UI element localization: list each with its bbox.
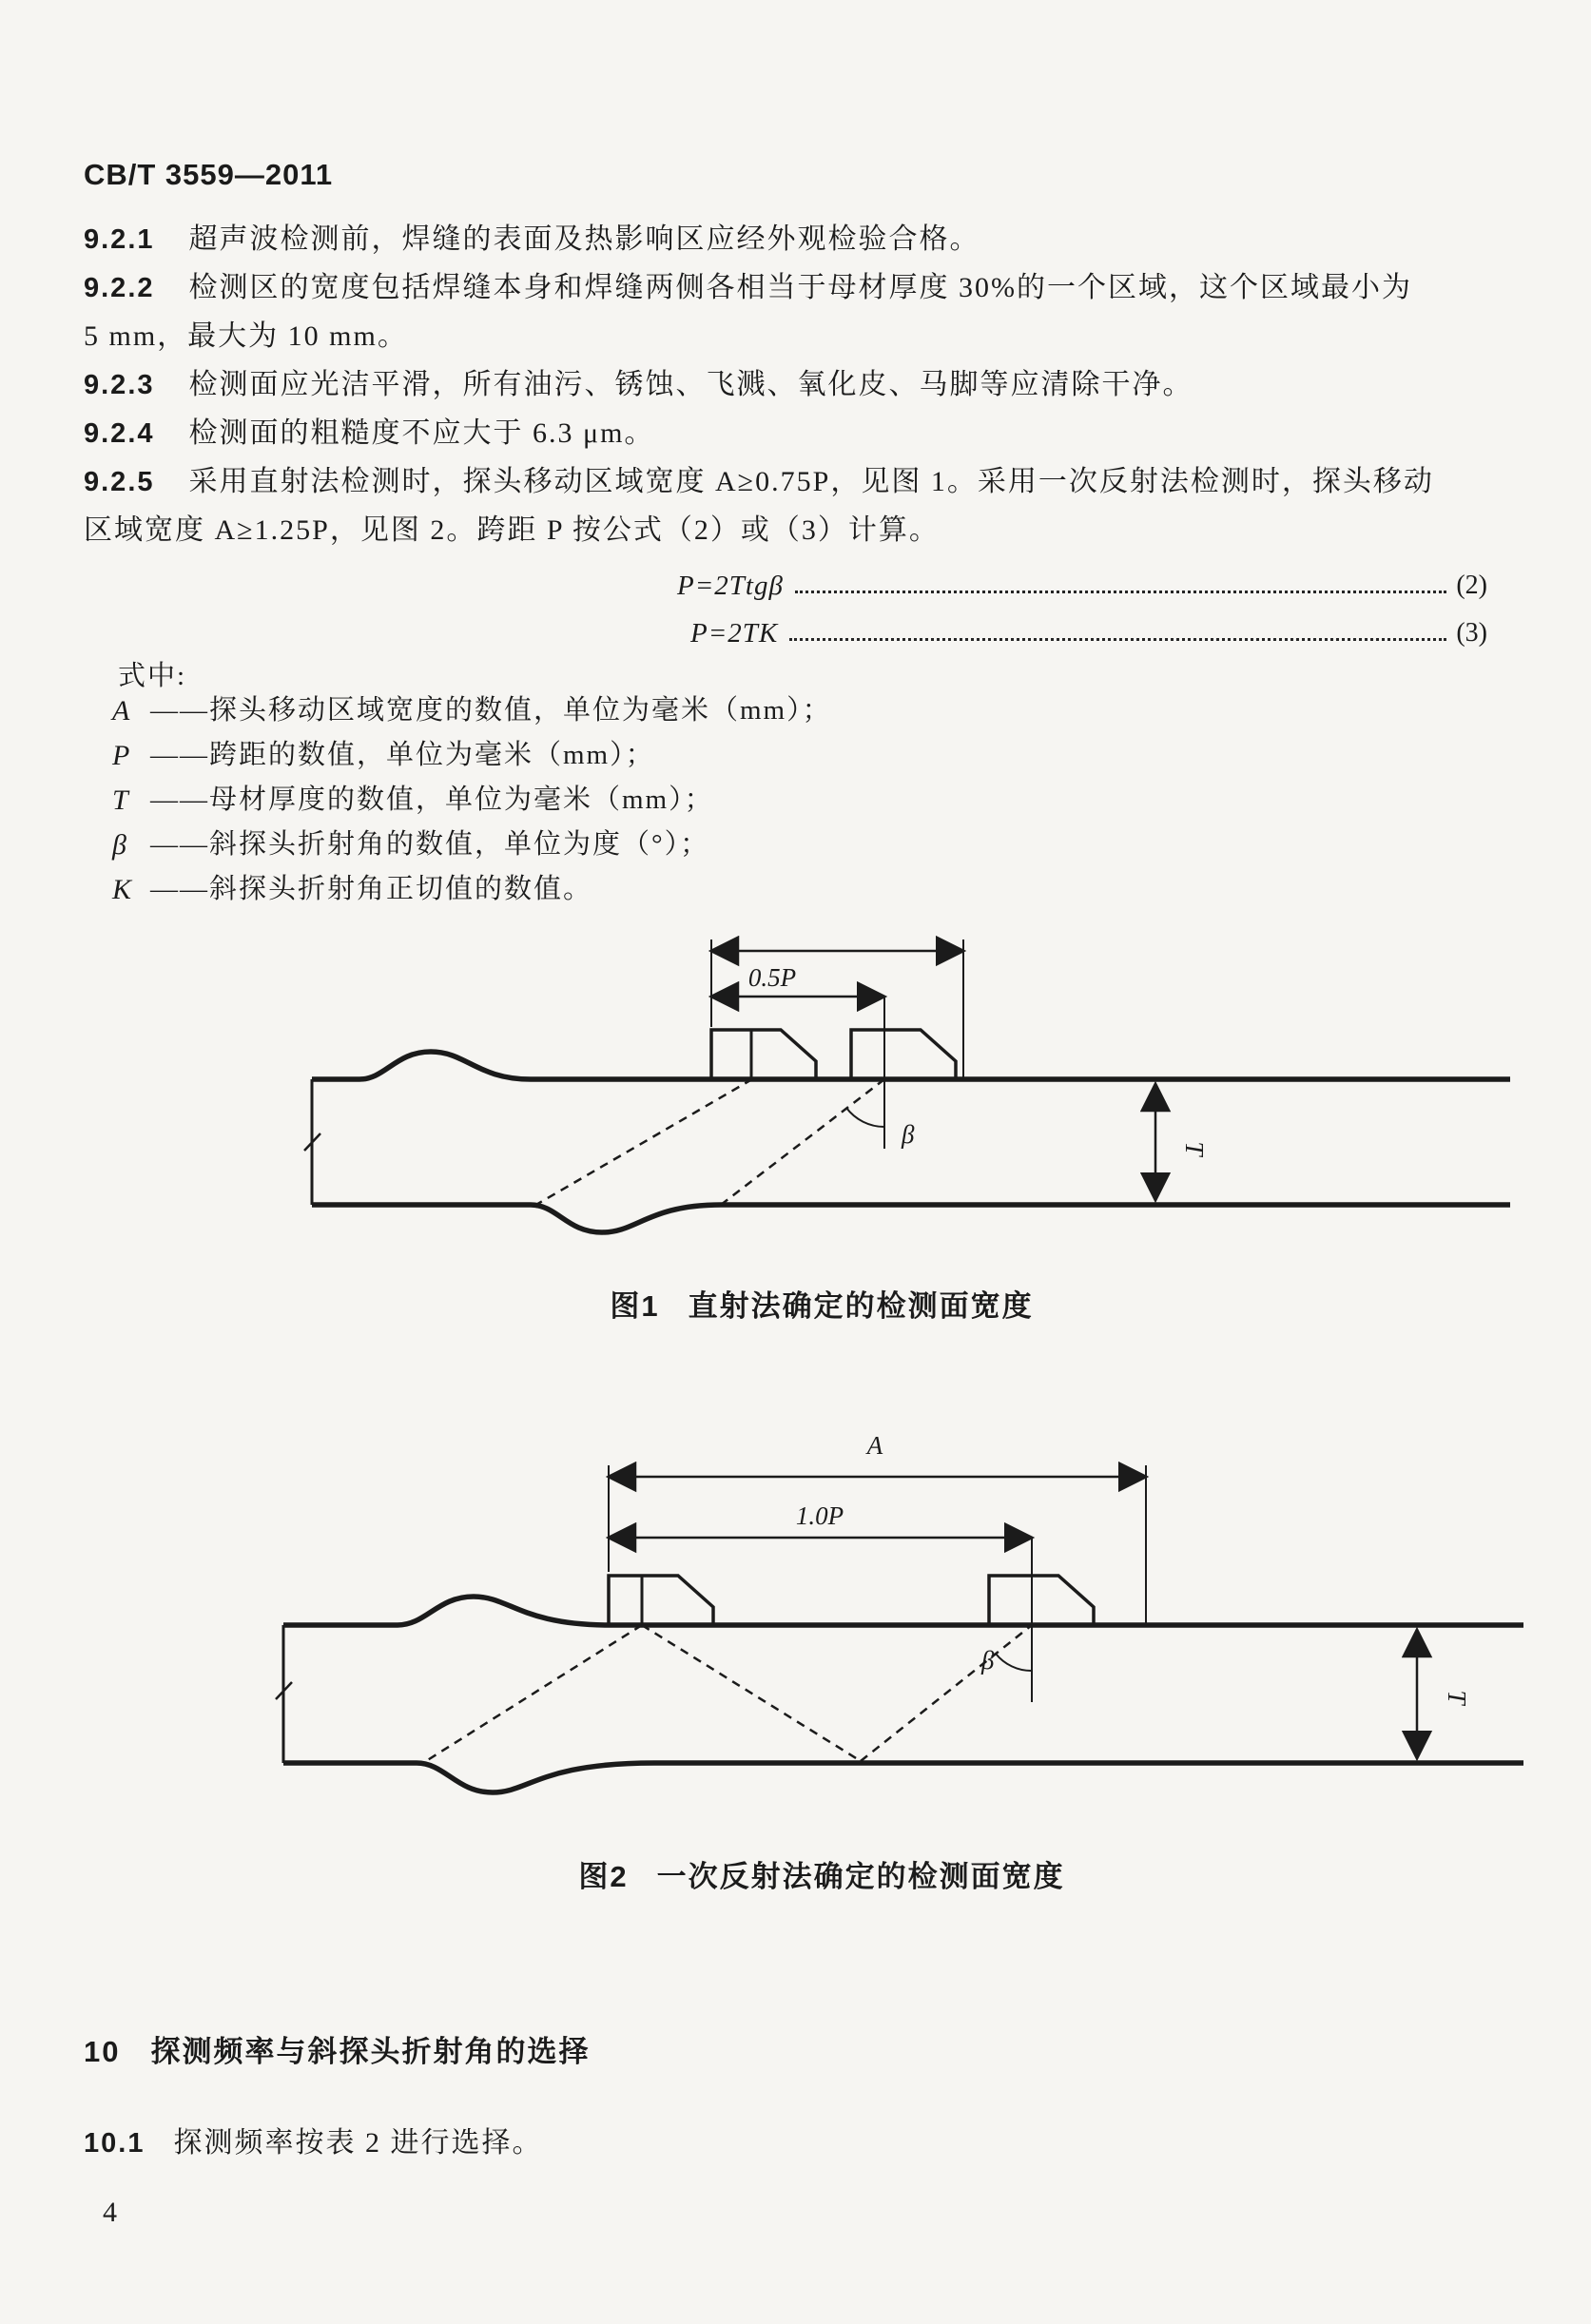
symbol-definition-T bbox=[112, 778, 832, 823]
symbol-definition-text: ——斜探头折射角正切值的数值。 bbox=[150, 874, 593, 904]
symbol-definition-K bbox=[112, 867, 832, 912]
clause-text: 超声波检测前，焊缝的表面及热影响区应经外观检验合格。 bbox=[188, 223, 980, 255]
formulas-block bbox=[677, 559, 1487, 654]
angle-arc bbox=[996, 1654, 1032, 1671]
symbol-definition-A bbox=[112, 688, 832, 733]
clause-10-1 bbox=[84, 2119, 542, 2160]
symbol-list bbox=[112, 688, 832, 912]
figure2-label: 图2 bbox=[578, 1860, 629, 1893]
sound-beam-up-dashed bbox=[861, 1625, 1032, 1761]
probe-right bbox=[989, 1576, 1094, 1625]
clause-number: 9.2.3 bbox=[84, 370, 155, 400]
label-one-p: 1.0P bbox=[795, 1501, 844, 1530]
symbol-definition-text: ——母材厚度的数值，单位为毫米（mm）； bbox=[150, 784, 714, 815]
standard-number: CB/T 3559—2011 bbox=[84, 158, 334, 191]
clause-9-2-5-line1 bbox=[84, 457, 1529, 506]
clause-9-2-5-line2 bbox=[84, 506, 1529, 554]
symbol-definition-P bbox=[112, 733, 832, 778]
sound-beam-down-dashed bbox=[642, 1625, 861, 1761]
label-thickness: T bbox=[1443, 1690, 1471, 1705]
symbol: P bbox=[112, 740, 132, 771]
clause-text: 5 mm，最大为 10 mm。 bbox=[84, 320, 408, 352]
label-beta: β bbox=[981, 1646, 995, 1675]
clause-9-2-3 bbox=[84, 360, 1529, 409]
clause-text: 探测频率按表 2 进行选择。 bbox=[173, 2127, 543, 2159]
clause-number: 9.2.5 bbox=[84, 467, 155, 497]
plate-bottom-surface-with-weld-cap bbox=[312, 1205, 1510, 1232]
formula-expression: P=2Ttgβ bbox=[677, 571, 784, 601]
clause-number: 9.2.1 bbox=[84, 224, 155, 255]
label-a: A bbox=[866, 1431, 883, 1460]
clause-9-2-4 bbox=[84, 409, 1529, 457]
weld-seam-dashed bbox=[426, 1625, 642, 1761]
label-beta: β bbox=[902, 1120, 915, 1149]
symbol-definition-text: ——探头移动区域宽度的数值，单位为毫米（mm）； bbox=[150, 695, 832, 726]
formula-3 bbox=[677, 607, 1487, 654]
symbol: A bbox=[112, 695, 132, 726]
clause-text: 检测面应光洁平滑，所有油污、锈蚀、飞溅、氧化皮、马脚等应清除干净。 bbox=[188, 369, 1193, 400]
figure2-caption bbox=[0, 1852, 1591, 1895]
plate-top-surface-with-weld-cap bbox=[283, 1597, 1523, 1625]
weld-seam-dashed bbox=[534, 1076, 757, 1206]
label-thickness: T bbox=[1180, 1141, 1209, 1156]
plate-top-surface-with-weld-cap bbox=[312, 1052, 1510, 1079]
clause-9-2-2-line1 bbox=[84, 263, 1529, 312]
symbol: K bbox=[112, 874, 134, 905]
figure1-label: 图1 bbox=[610, 1289, 660, 1323]
symbol: β bbox=[112, 829, 128, 861]
figure1-diagram bbox=[285, 932, 1522, 1260]
dot-leader bbox=[795, 591, 1446, 593]
symbol-definition-beta bbox=[112, 823, 832, 867]
formula-expression: P=2TK bbox=[690, 618, 779, 649]
clause-9-2-2-line2 bbox=[84, 312, 1529, 360]
clause-9-2-1 bbox=[84, 215, 1529, 263]
formula-number: (2) bbox=[1456, 571, 1487, 600]
label-half-p: 0.5P bbox=[747, 963, 797, 992]
figure1-caption-text: 直射法确定的检测面宽度 bbox=[688, 1289, 1034, 1323]
angle-arc bbox=[846, 1108, 884, 1127]
section-10-heading bbox=[84, 2027, 590, 2070]
clause-number: 9.2.4 bbox=[84, 418, 155, 449]
figure2-caption-text: 一次反射法确定的检测面宽度 bbox=[656, 1860, 1065, 1893]
probe-left bbox=[711, 1030, 816, 1079]
symbol-definition-text: ——跨距的数值，单位为毫米（mm）； bbox=[150, 740, 655, 770]
sound-beam-dashed bbox=[721, 1079, 884, 1205]
clause-text: 采用直射法检测时，探头移动区域宽度 A≥0.75P，见图 1。采用一次反射法检测时，探头移动 bbox=[188, 466, 1434, 497]
probe-left bbox=[609, 1576, 713, 1625]
symbol: T bbox=[112, 784, 130, 816]
section-number: 10 bbox=[84, 2035, 121, 2068]
clause-text: 区域宽度 A≥1.25P，见图 2。跨距 P 按公式（2）或（3）计算。 bbox=[84, 514, 940, 546]
formula-2 bbox=[677, 559, 1487, 607]
symbol-definition-text: ——斜探头折射角的数值，单位为度（°）； bbox=[150, 829, 710, 860]
plate-bottom-surface-with-weld-cap bbox=[283, 1763, 1523, 1792]
symbol-list-intro: 式中: bbox=[118, 661, 187, 691]
figure1-caption bbox=[0, 1282, 1591, 1325]
formula-number: (3) bbox=[1456, 618, 1487, 648]
clause-number: 10.1 bbox=[84, 2128, 146, 2159]
clause-text: 检测区的宽度包括焊缝本身和焊缝两侧各相当于母材厚度 30%的一个区域，这个区域最小为 bbox=[188, 272, 1412, 303]
page-number: 4 bbox=[103, 2197, 117, 2228]
section-title: 探测频率与斜探头折射角的选择 bbox=[150, 2035, 591, 2068]
clause-text: 检测面的粗糙度不应大于 6.3 μm。 bbox=[188, 417, 655, 449]
figure2-diagram bbox=[266, 1422, 1541, 1802]
clauses-block bbox=[84, 215, 1529, 554]
probe-right bbox=[851, 1030, 956, 1079]
clause-number: 9.2.2 bbox=[84, 273, 155, 303]
dot-leader bbox=[789, 638, 1446, 641]
